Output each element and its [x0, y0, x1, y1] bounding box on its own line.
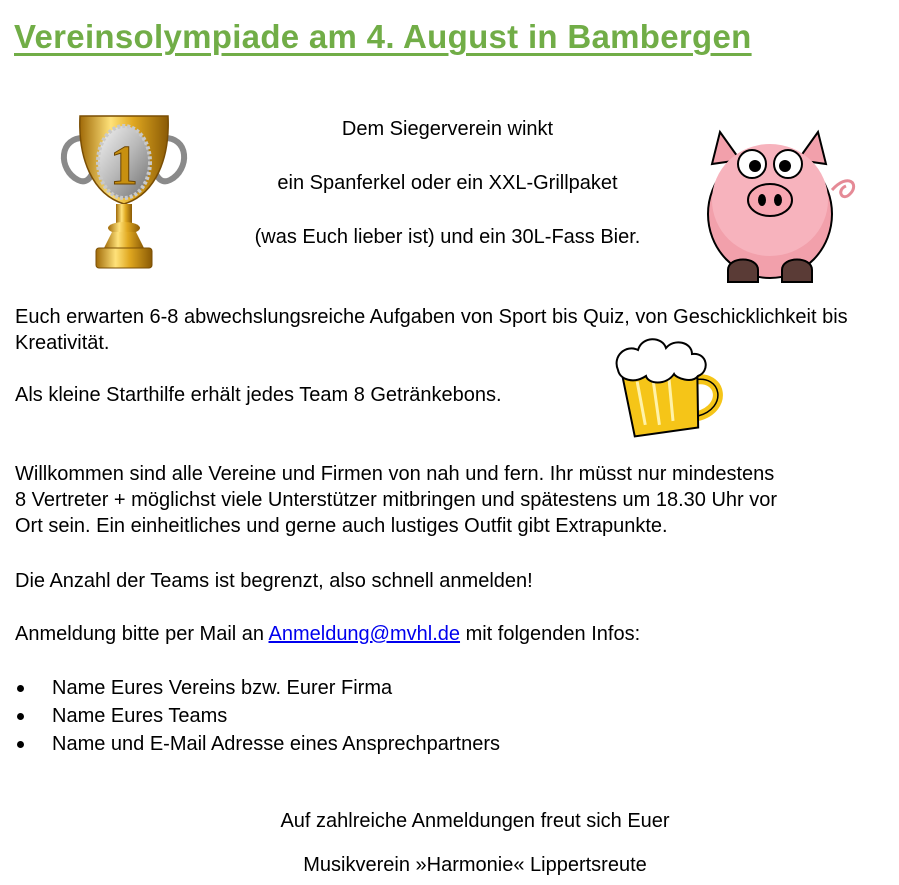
tasks-paragraph: Euch erwarten 6-8 abwechslungsreiche Aufgaben von Sport bis Quiz, von Geschicklichkeit bis Kreativität.: [15, 306, 848, 354]
list-item: Name und E-Mail Adresse eines Ansprechpartners: [15, 731, 500, 759]
limit-paragraph: Die Anzahl der Teams ist begrenzt, also schnell anmelden!: [15, 570, 533, 592]
requirements-list: [15, 675, 500, 759]
closing-line-1: Auf zahlreiche Anmeldungen freut sich Euer: [280, 810, 670, 832]
bullet-icon: [17, 713, 24, 720]
closing-signature: Musikverein »Harmonie« Lippertsreute: [303, 854, 647, 876]
prize-line-2: ein Spanferkel oder ein XXL-Grillpaket: [277, 172, 618, 194]
trophy-number: 1: [110, 135, 138, 197]
signup-paragraph: [15, 621, 875, 647]
signup-email-link[interactable]: Anmeldung@mvhl.de: [268, 623, 461, 645]
welcome-line-2: 8 Vertreter + möglichst viele Unterstützer mitbringen und spätestens um 18.30 Uhr vor: [15, 489, 778, 511]
signup-prefix: Anmeldung bitte per Mail an: [15, 623, 269, 645]
pig-icon: [700, 120, 865, 290]
page-title: Vereinsolympiade am 4. August in Bambergen: [14, 18, 752, 55]
list-item: Name Eures Teams: [15, 703, 500, 731]
bullet-icon: [17, 685, 24, 692]
bullet-icon: [17, 741, 24, 748]
welcome-paragraph: [15, 461, 895, 539]
prize-line-3: (was Euch lieber ist) und ein 30L-Fass Bier.: [254, 226, 641, 248]
starthilfe-paragraph: Als kleine Starthilfe erhält jedes Team 8 Getränkebons.: [15, 384, 502, 406]
welcome-line-3: Ort sein. Ein einheitliches und gerne auch lustiges Outfit gibt Extrapunkte.: [15, 515, 668, 537]
signup-suffix: mit folgenden Infos:: [460, 623, 641, 645]
beer-mug-icon: [612, 334, 727, 442]
welcome-line-1: Willkommen sind alle Vereine und Firmen von nah und fern. Ihr müsst nur mindestens: [15, 463, 775, 485]
trophy-icon: [56, 108, 192, 276]
list-item: Name Eures Vereins bzw. Eurer Firma: [15, 675, 500, 703]
prize-line-1: Dem Siegerverein winkt: [341, 118, 554, 140]
